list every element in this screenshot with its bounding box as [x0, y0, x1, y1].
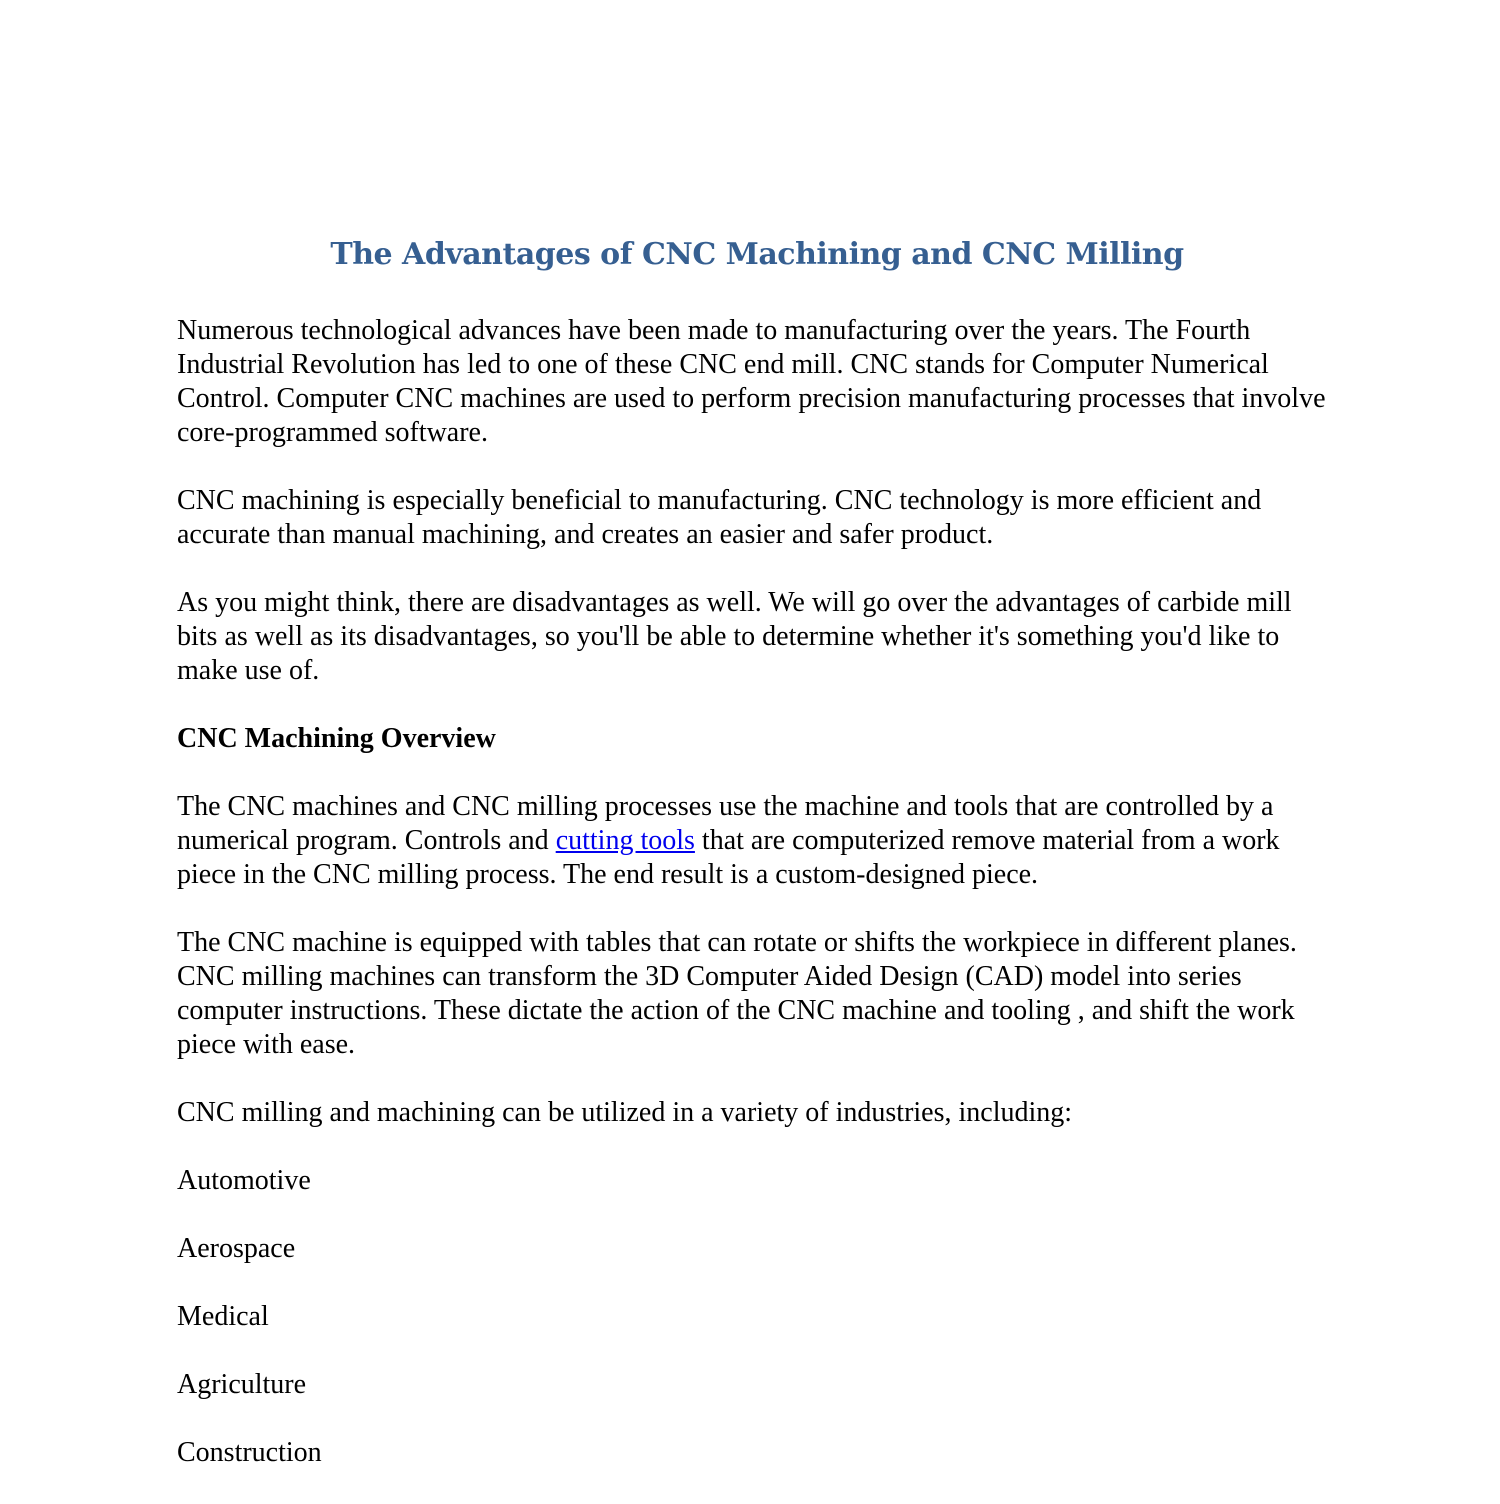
industry-item: Medical: [177, 1301, 269, 1332]
overview-text-start: The CNC machines and CNC milling processes use the machine and tools that are controlled by a numerical program. Controls and: [177, 791, 1274, 856]
industry-item: Aerospace: [177, 1233, 296, 1264]
industry-item: Agriculture: [177, 1369, 307, 1400]
section-heading: CNC Machining Overview: [177, 723, 496, 754]
overview-paragraph: [177, 790, 1337, 892]
disadvantages-paragraph: As you might think, there are disadvantages as well. We will go over the advantages of carbide mill bits as well as its disadvantages, so you'll be able to determine whether it's something you'd like to make use of.: [177, 587, 1292, 686]
overview-text-end: that are computerized remove material from a work piece in the CNC milling process. The end result is a custom-designed piece.: [177, 825, 1280, 890]
benefits-paragraph: CNC machining is especially beneficial to manufacturing. CNC technology is more efficient and accurate than manual machining, and creates an easier and safer product.: [177, 485, 1262, 550]
industry-item: Construction: [177, 1437, 322, 1468]
cutting-tools-link[interactable]: cutting tools: [555, 825, 695, 856]
intro-paragraph: Numerous technological advances have been made to manufacturing over the years. The Fourth Industrial Revolution has led to one of these CNC end mill. CNC stands for Computer Numerical Control. Computer CNC machines are used to perform precision manufacturing processes that involve core-programmed software.: [177, 315, 1326, 448]
industries-intro: CNC milling and machining can be utilized in a variety of industries, including:: [177, 1097, 1073, 1128]
document-body: [177, 230, 1337, 1504]
machine-paragraph: The CNC machine is equipped with tables that can rotate or shifts the workpiece in different planes. CNC milling machines can transform the 3D Computer Aided Design (CAD) model into series computer instructions. These dictate the action of the CNC machine and tooling , and shift the work piece with ease.: [177, 927, 1297, 1060]
industry-item: Automotive: [177, 1165, 311, 1196]
document-title: The Advantages of CNC Machining and CNC Milling: [330, 237, 1184, 272]
